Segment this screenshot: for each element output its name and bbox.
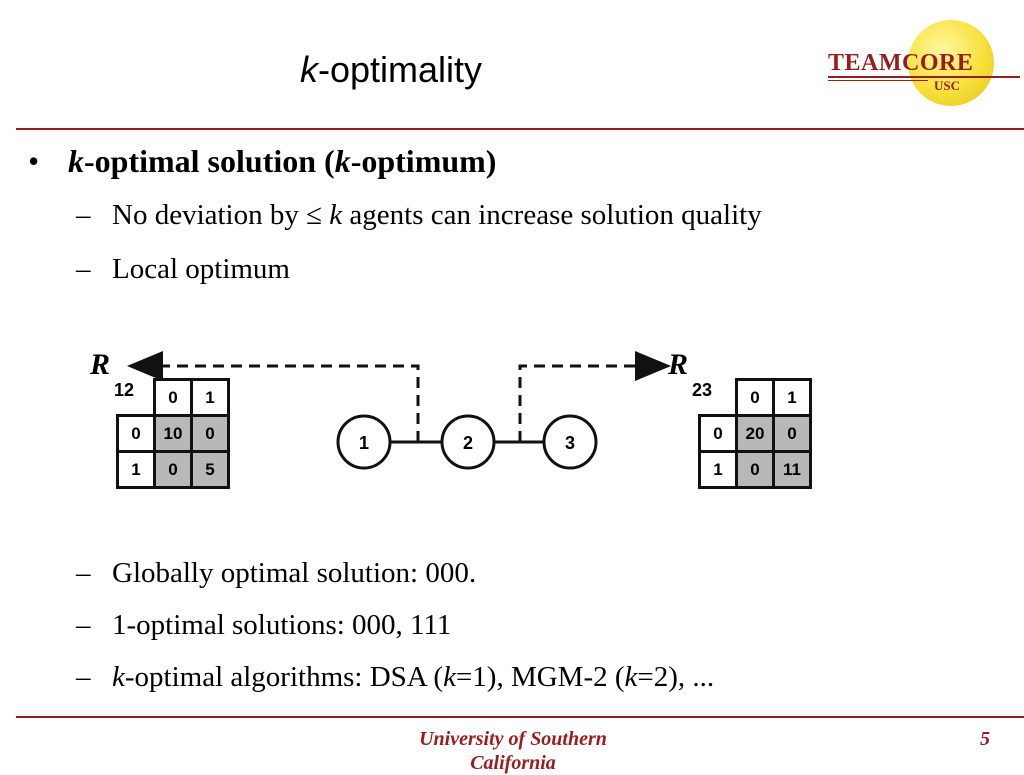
constraint-graph-diagram <box>88 346 828 506</box>
col-header: 1 <box>774 380 811 416</box>
node-2-label: 2 <box>462 433 474 453</box>
algo-k2: k <box>624 661 638 693</box>
table-cell: 11 <box>774 452 811 488</box>
sub-item-no-deviation <box>76 198 762 232</box>
table-cell: 0 <box>155 452 192 488</box>
algo-text-b: =1), MGM-2 ( <box>455 661 625 693</box>
dash-icon: – <box>76 557 91 589</box>
header-divider <box>16 128 1024 130</box>
sub-item-var: k <box>329 199 343 231</box>
table-cell: 0 <box>774 416 811 452</box>
slide-title <box>300 46 560 94</box>
bullet-dot-icon: • <box>28 143 40 179</box>
logo-wordmark: TEAMCORE <box>828 50 974 76</box>
node-1-label: 1 <box>358 433 370 453</box>
table-cell: 10 <box>155 416 192 452</box>
table-cell: 20 <box>737 416 774 452</box>
logo-rule-secondary <box>828 80 928 81</box>
bullet-end: -optimum) <box>350 143 497 179</box>
sub-item-one-optimal <box>76 608 451 642</box>
node-3 <box>544 416 596 468</box>
sub-item-global-optimal <box>76 556 476 590</box>
row-header: 1 <box>700 452 737 488</box>
sub-item-local-optimum <box>76 252 290 286</box>
reward-table-r23 <box>698 378 812 489</box>
sub-item-algorithms <box>76 660 714 694</box>
dash-icon: – <box>76 199 91 231</box>
bullet-k1: k <box>68 143 84 179</box>
footer-university: University of Southern California <box>419 728 607 774</box>
title-text: -optimality <box>318 49 483 90</box>
sub-item-text: Globally optimal solution: 000. <box>112 557 477 589</box>
row-header: 0 <box>700 416 737 452</box>
r23-subscript: 23 <box>692 380 713 400</box>
table-cell: 5 <box>192 452 229 488</box>
col-header: 1 <box>192 380 229 416</box>
node-3-label: 3 <box>564 433 576 453</box>
row-header: 0 <box>118 416 155 452</box>
r23-letter: R <box>668 348 689 381</box>
logo-rule <box>828 76 1020 78</box>
footer-divider <box>16 716 1024 718</box>
r12-letter: R <box>90 348 111 381</box>
row-header: 1 <box>118 452 155 488</box>
sub-item-text: Local optimum <box>112 253 290 285</box>
bullet-k2: k <box>334 143 351 179</box>
table-cell: 0 <box>737 452 774 488</box>
logo-usc: USC <box>934 78 961 93</box>
dash-icon: – <box>76 253 91 285</box>
algo-var: k <box>112 661 125 693</box>
bullet-mid: -optimal solution ( <box>84 143 335 179</box>
main-bullet <box>28 142 496 180</box>
reward-table-r12 <box>116 378 230 489</box>
col-header: 0 <box>737 380 774 416</box>
sub-item-text-pre: No deviation by ≤ <box>112 199 330 231</box>
algo-text-a: -optimal algorithms: DSA ( <box>124 661 444 693</box>
algo-k1: k <box>443 661 456 693</box>
node-2 <box>442 416 494 468</box>
page-number: 5 <box>980 728 990 750</box>
node-1 <box>338 416 390 468</box>
dash-icon: – <box>76 609 91 641</box>
sub-item-text: 1-optimal solutions: 000, 111 <box>112 609 452 641</box>
title-k: k <box>300 49 318 90</box>
algo-text-c: =2), ... <box>637 661 715 693</box>
table-corner <box>118 380 155 416</box>
table-cell: 0 <box>192 416 229 452</box>
dash-icon: – <box>76 661 91 693</box>
table-corner <box>700 380 737 416</box>
teamcore-logo <box>826 20 1021 108</box>
col-header: 0 <box>155 380 192 416</box>
r12-subscript: 12 <box>114 380 135 400</box>
sub-item-text-post: agents can increase solution quality <box>342 199 762 231</box>
